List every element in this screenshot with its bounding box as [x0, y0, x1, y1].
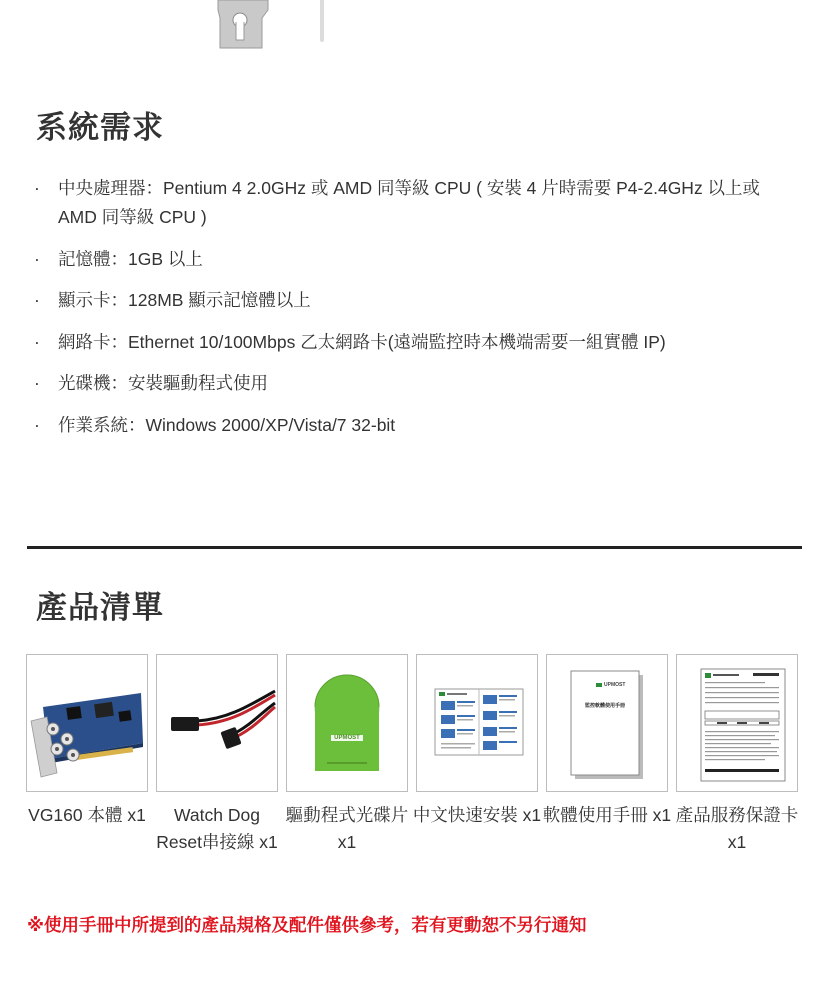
requirement-label: 顯示卡：: [58, 290, 128, 310]
section-divider: [27, 546, 802, 549]
requirement-label: 作業系統：: [58, 414, 146, 435]
requirement-value: Windows 2000/XP/Vista/7 32-bit: [145, 414, 396, 435]
manual-title: 監控軟體使用手冊: [584, 703, 625, 709]
requirements-list: [30, 174, 790, 452]
driver-cd-image: [286, 654, 408, 792]
bullet-icon: ·: [34, 331, 40, 352]
package-item-caption: VG160 本體 x1: [28, 805, 146, 825]
requirement-value: Ethernet 10/100Mbps 乙太網路卡(遠端監控時本機端需要一組實體 IP): [128, 331, 666, 352]
bullet-icon: ·: [34, 373, 40, 393]
requirement-optical-drive: [30, 369, 790, 398]
package-item-cd: [286, 654, 408, 856]
cd-brand-label: UPMOST: [334, 735, 360, 741]
package-item-caption: 驅動程式光碟片 x1: [285, 805, 409, 852]
quick-guide-image: [416, 654, 538, 792]
package-title: 產品清單: [36, 590, 164, 626]
requirement-network: [30, 328, 790, 357]
requirement-label: 中央處理器：: [58, 178, 163, 198]
capture-card-image: [26, 654, 148, 792]
package-item-caption: 中文快速安裝 x1: [412, 805, 542, 825]
package-item-card: [26, 654, 148, 829]
package-item-caption: Watch Dog Reset串接線 x1: [156, 805, 278, 852]
warranty-card-image: [676, 654, 798, 792]
requirements-title: 系統需求: [36, 110, 164, 146]
package-item-quick-guide: [412, 654, 542, 829]
requirement-label: 網路卡：: [58, 331, 128, 352]
manual-brand-label: UPMOST: [604, 682, 626, 688]
disclaimer-notice: ※使用手冊中所提到的產品規格及配件僅供參考，若有更動恕不另行通知: [27, 915, 587, 935]
bullet-icon: ·: [34, 178, 40, 198]
requirement-os: [30, 411, 790, 440]
bullet-icon: ·: [34, 414, 40, 435]
requirement-value: 1GB 以上: [128, 248, 203, 269]
package-item-caption: 產品服務保證卡 x1: [675, 805, 799, 852]
software-manual-image: [546, 654, 668, 792]
bullet-icon: ·: [34, 248, 40, 269]
requirement-memory: [30, 245, 790, 274]
package-item-caption: 軟體使用手冊 x1: [542, 805, 672, 825]
reset-cable-image: [156, 654, 278, 792]
requirement-value: 安裝驅動程式使用: [128, 373, 268, 393]
requirement-cpu: [30, 174, 790, 232]
bracket-image-fragment: [0, 0, 830, 60]
requirement-value: 128MB 顯示記憶體以上: [128, 290, 311, 310]
package-item-manual: [542, 654, 672, 829]
requirement-graphics: [30, 286, 790, 315]
package-item-warranty: [676, 654, 798, 856]
requirement-label: 光碟機：: [58, 373, 128, 393]
requirement-value: Pentium 4 2.0GHz 或 AMD 同等級 CPU ( 安裝 4 片時需要 P4-2.4GHz 以上或 AMD 同等級 CPU ): [58, 178, 761, 227]
package-item-cable: [156, 654, 278, 856]
bullet-icon: ·: [34, 290, 40, 310]
requirement-label: 記憶體：: [58, 248, 128, 269]
